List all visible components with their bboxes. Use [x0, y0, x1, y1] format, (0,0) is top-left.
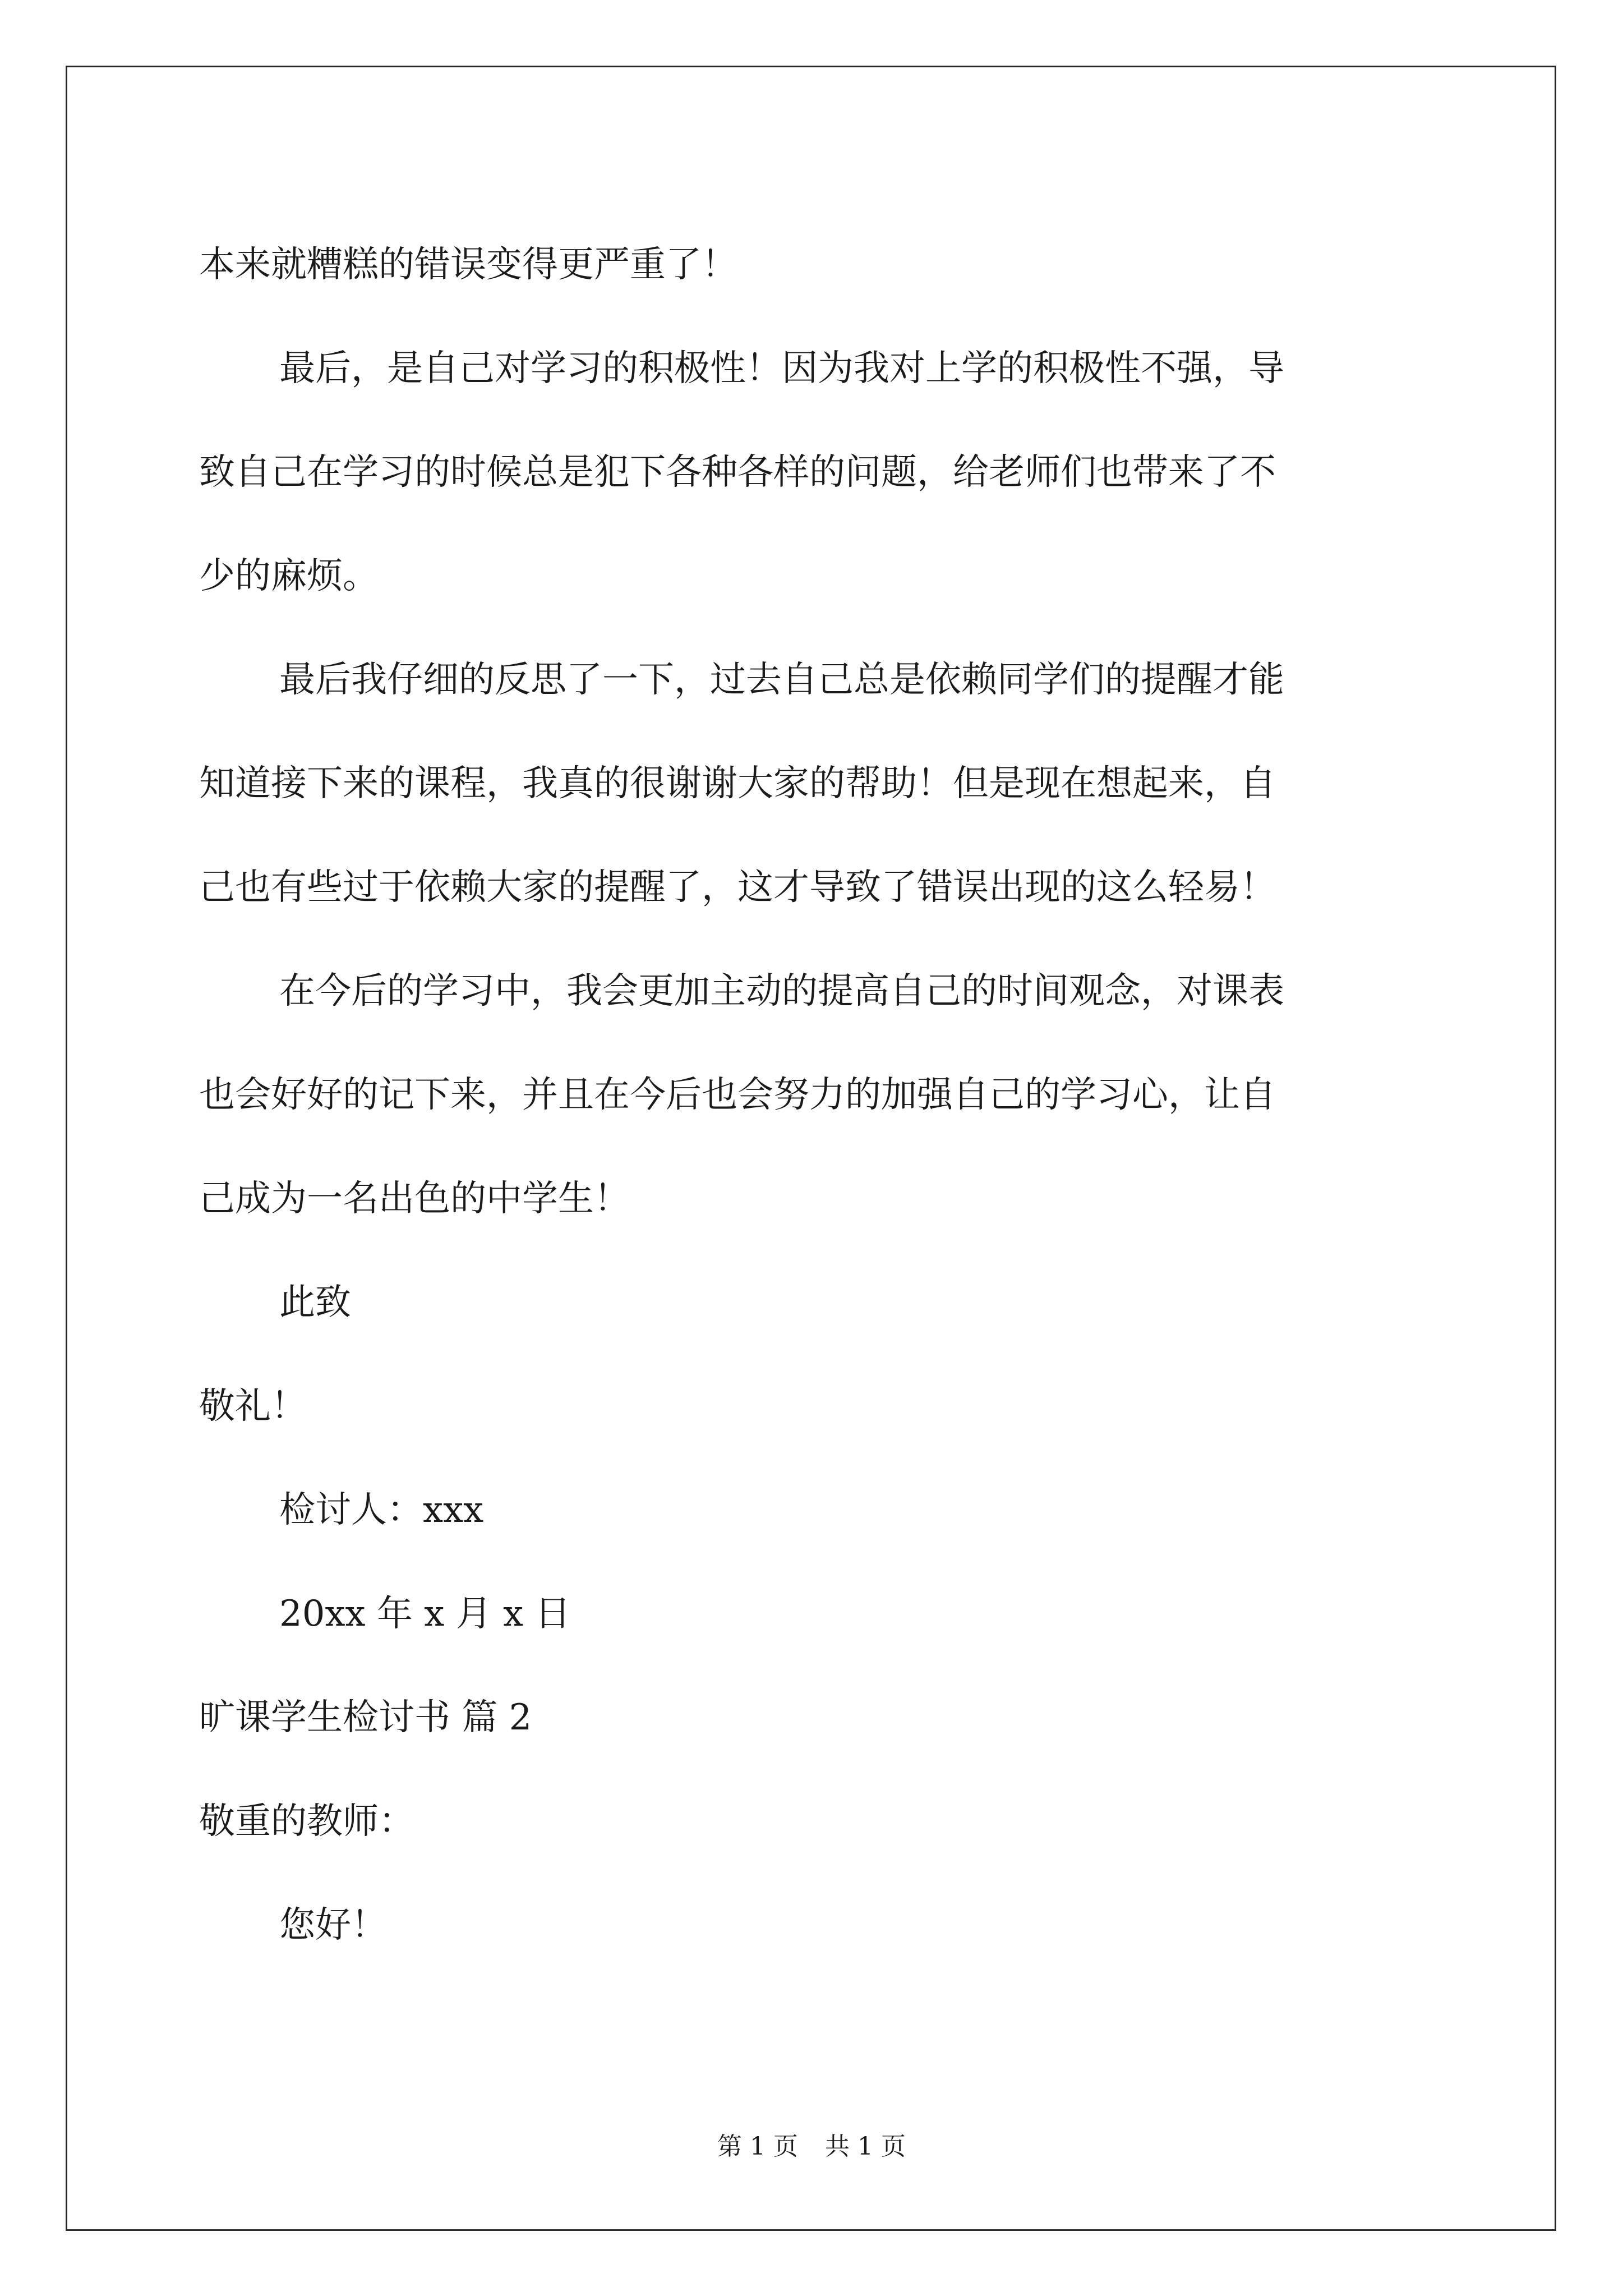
- greeting-line: 您好！: [279, 1904, 387, 1946]
- text-line: 知道接下来的课程，我真的很谢谢大家的帮助！但是现在想起来，自: [199, 763, 1276, 804]
- page-footer: [0, 2126, 1623, 2162]
- page-number: 第 1 页: [717, 2132, 798, 2161]
- text-line: 在今后的学习中，我会更加主动的提高自己的时间观念，对课表: [279, 970, 1284, 1012]
- text-line: 致自己在学习的时候总是犯下各种各样的问题，给老师们也带来了不: [199, 452, 1276, 493]
- signature-line: 检讨人：xxx: [279, 1489, 484, 1531]
- page-total: 共 1 页: [825, 2132, 906, 2161]
- greeting-recipient: 敬重的教师：: [199, 1801, 414, 1842]
- document-body: [199, 213, 1433, 1977]
- text-line: 己成为一名出色的中学生！: [199, 1178, 630, 1220]
- date-line: 20xx 年 x 月 x 日: [279, 1593, 571, 1635]
- text-line: 少的麻烦。: [199, 555, 379, 597]
- closing-respect: 敬礼！: [199, 1386, 307, 1427]
- closing-salutation: 此致: [279, 1282, 351, 1323]
- text-line: 最后，是自己对学习的积极性！因为我对上学的积极性不强，导: [279, 348, 1284, 389]
- text-line: 己也有些过于依赖大家的提醒了，这才导致了错误出现的这么轻易！: [199, 867, 1276, 908]
- text-line: 本来就糟糕的错误变得更严重了！: [199, 244, 737, 286]
- text-line: 最后我仔细的反思了一下，过去自己总是依赖同学们的提醒才能: [279, 659, 1284, 701]
- text-line: 也会好好的记下来，并且在今后也会努力的加强自己的学习心，让自: [199, 1074, 1276, 1116]
- section-heading: 旷课学生检讨书 篇 2: [199, 1697, 532, 1738]
